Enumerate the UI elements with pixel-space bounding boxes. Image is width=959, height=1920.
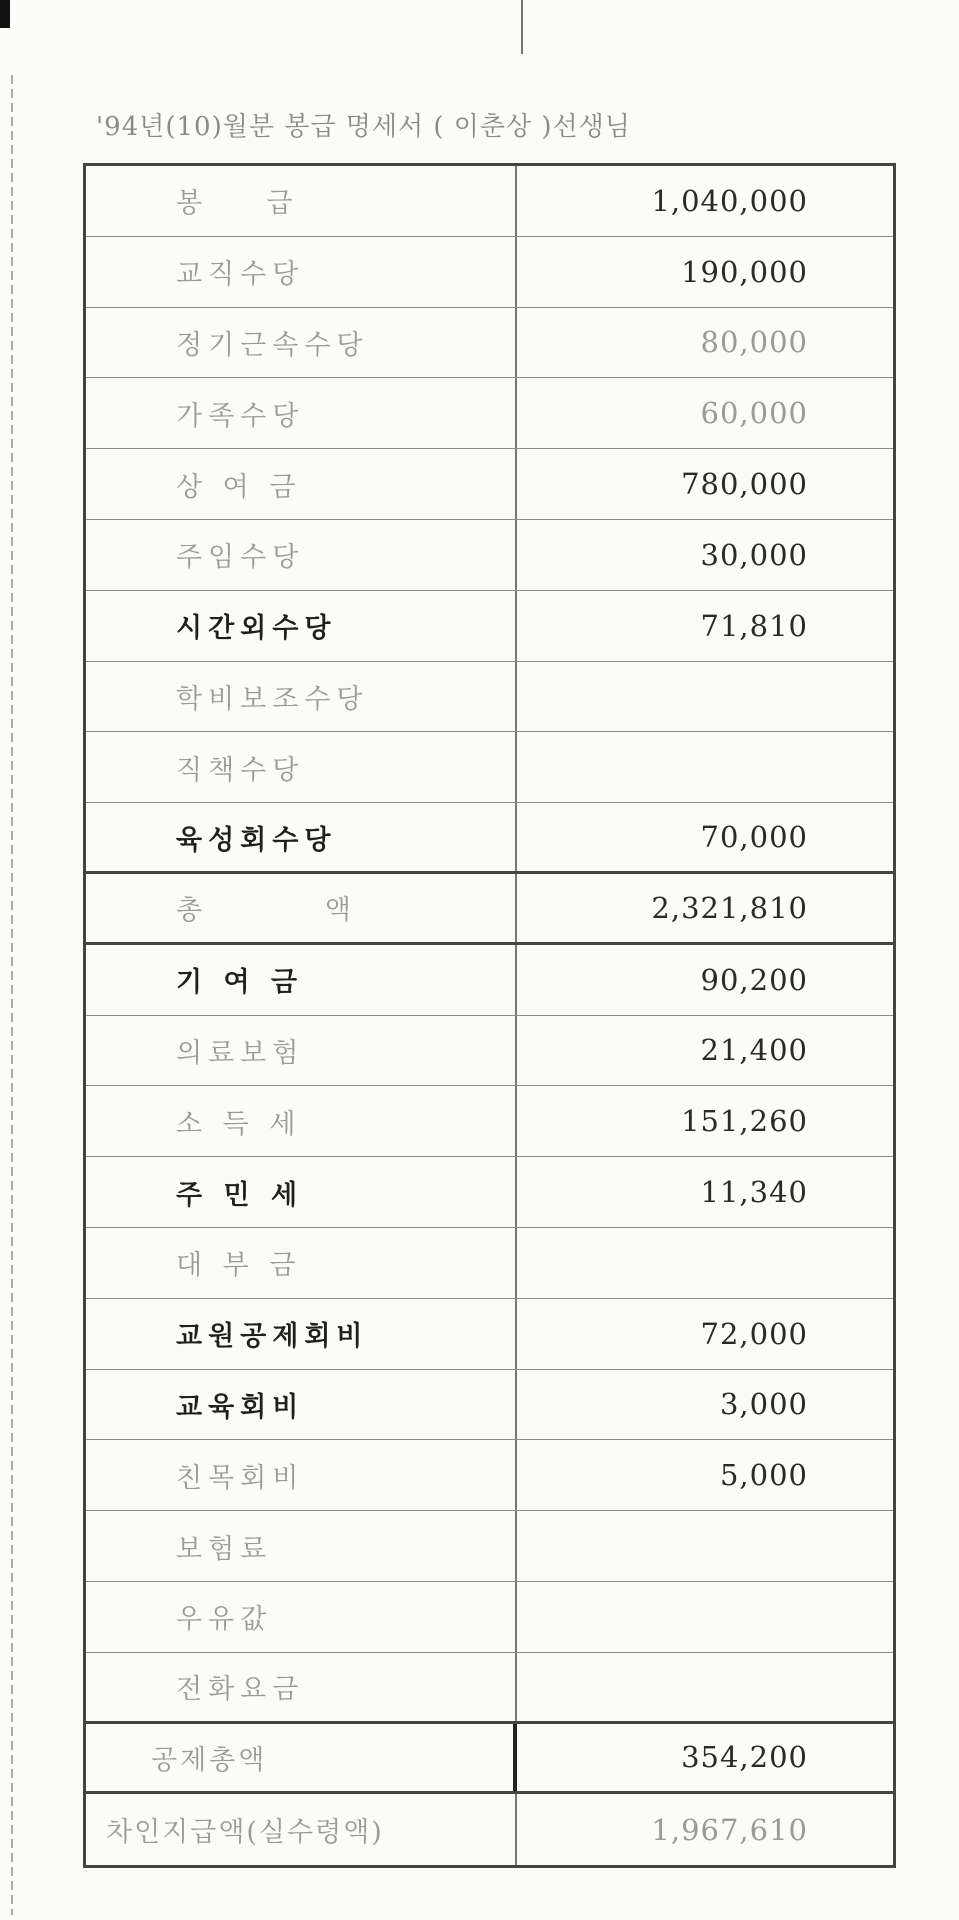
table-row-milk-fee — [86, 1582, 893, 1653]
table-row-deduction-total — [86, 1724, 893, 1795]
row-value: 60,000 — [700, 396, 808, 431]
row-value — [517, 1511, 893, 1581]
row-label: 시간외수당 — [86, 591, 517, 661]
row-label: 소 득 세 — [86, 1086, 517, 1156]
row-value: 21,400 — [700, 1033, 808, 1068]
scan-top-mark — [521, 0, 523, 54]
row-value: 30,000 — [700, 537, 808, 572]
row-label: 학비보조수당 — [86, 662, 517, 732]
table-row-base-salary — [86, 166, 893, 237]
row-value: 1,040,000 — [651, 183, 808, 218]
row-value: 5,000 — [719, 1458, 808, 1493]
row-value: 70,000 — [700, 820, 808, 855]
row-label: 대 부 금 — [86, 1228, 517, 1298]
table-row-longevity-allowance — [86, 308, 893, 379]
table-row-income-tax — [86, 1086, 893, 1157]
row-value: 72,000 — [700, 1316, 808, 1351]
row-label: 주 민 세 — [86, 1157, 517, 1227]
row-value: 11,340 — [700, 1175, 808, 1210]
table-row-pension-contribution — [86, 945, 893, 1016]
row-value: 1,967,610 — [651, 1812, 808, 1847]
table-row-loan — [86, 1228, 893, 1299]
row-value: 3,000 — [719, 1387, 808, 1422]
table-row-phone-bill — [86, 1653, 893, 1724]
table-row-pta-allowance — [86, 803, 893, 874]
row-value: 2,321,810 — [651, 890, 808, 925]
row-label: 주임수당 — [86, 520, 517, 590]
row-label: 의료보험 — [86, 1016, 517, 1086]
row-label: 친목회비 — [86, 1440, 517, 1510]
row-value — [517, 662, 893, 732]
table-row-chief-allowance — [86, 520, 893, 591]
table-row-tuition-allowance — [86, 662, 893, 733]
row-value — [517, 1228, 893, 1298]
row-label: 육성회수당 — [86, 803, 517, 871]
table-row-social-club-fee — [86, 1440, 893, 1511]
table-row-position-allowance — [86, 732, 893, 803]
row-label: 직책수당 — [86, 732, 517, 802]
table-row-teachers-mutual-aid — [86, 1299, 893, 1370]
row-label: 기 여 금 — [86, 945, 517, 1015]
row-label: 정기근속수당 — [86, 308, 517, 378]
table-row-health-insurance — [86, 1016, 893, 1087]
row-value: 190,000 — [681, 254, 808, 289]
row-label: 공제총액 — [86, 1724, 517, 1792]
row-value: 354,200 — [681, 1740, 808, 1775]
table-row-education-association-fee — [86, 1370, 893, 1441]
row-label: 우유값 — [86, 1582, 517, 1652]
table-row-resident-tax — [86, 1157, 893, 1228]
scan-corner-mark — [0, 0, 10, 28]
row-label: 교원공제회비 — [86, 1299, 517, 1369]
table-row-gross-total — [86, 874, 893, 945]
row-label: 교육회비 — [86, 1370, 517, 1440]
row-label: 전화요금 — [86, 1653, 517, 1721]
document-title: '94년(10)월분 봉급 명세서 ( 이춘상 )선생님 — [96, 112, 631, 142]
table-row-bonus — [86, 449, 893, 520]
row-value: 90,200 — [700, 962, 808, 997]
table-row-insurance-premium — [86, 1511, 893, 1582]
row-value — [517, 1582, 893, 1652]
row-label: 상 여 금 — [86, 449, 517, 519]
row-value: 151,260 — [681, 1104, 808, 1139]
row-label: 봉 급 — [86, 166, 517, 236]
row-value — [517, 732, 893, 802]
row-label: 총 액 — [86, 874, 517, 942]
row-value — [517, 1653, 893, 1721]
scan-edge-line — [11, 75, 13, 1915]
row-label: 교직수당 — [86, 237, 517, 307]
row-label: 보험료 — [86, 1511, 517, 1581]
table-row-overtime-allowance — [86, 591, 893, 662]
pay-statement-table — [83, 163, 896, 1868]
row-value: 80,000 — [700, 325, 808, 360]
row-label: 가족수당 — [86, 378, 517, 448]
table-row-teaching-allowance — [86, 237, 893, 308]
table-row-net-pay — [86, 1794, 893, 1865]
row-value: 780,000 — [681, 467, 808, 502]
row-value: 71,810 — [700, 608, 808, 643]
row-label: 차인지급액(실수령액) — [86, 1794, 517, 1865]
table-row-family-allowance — [86, 378, 893, 449]
